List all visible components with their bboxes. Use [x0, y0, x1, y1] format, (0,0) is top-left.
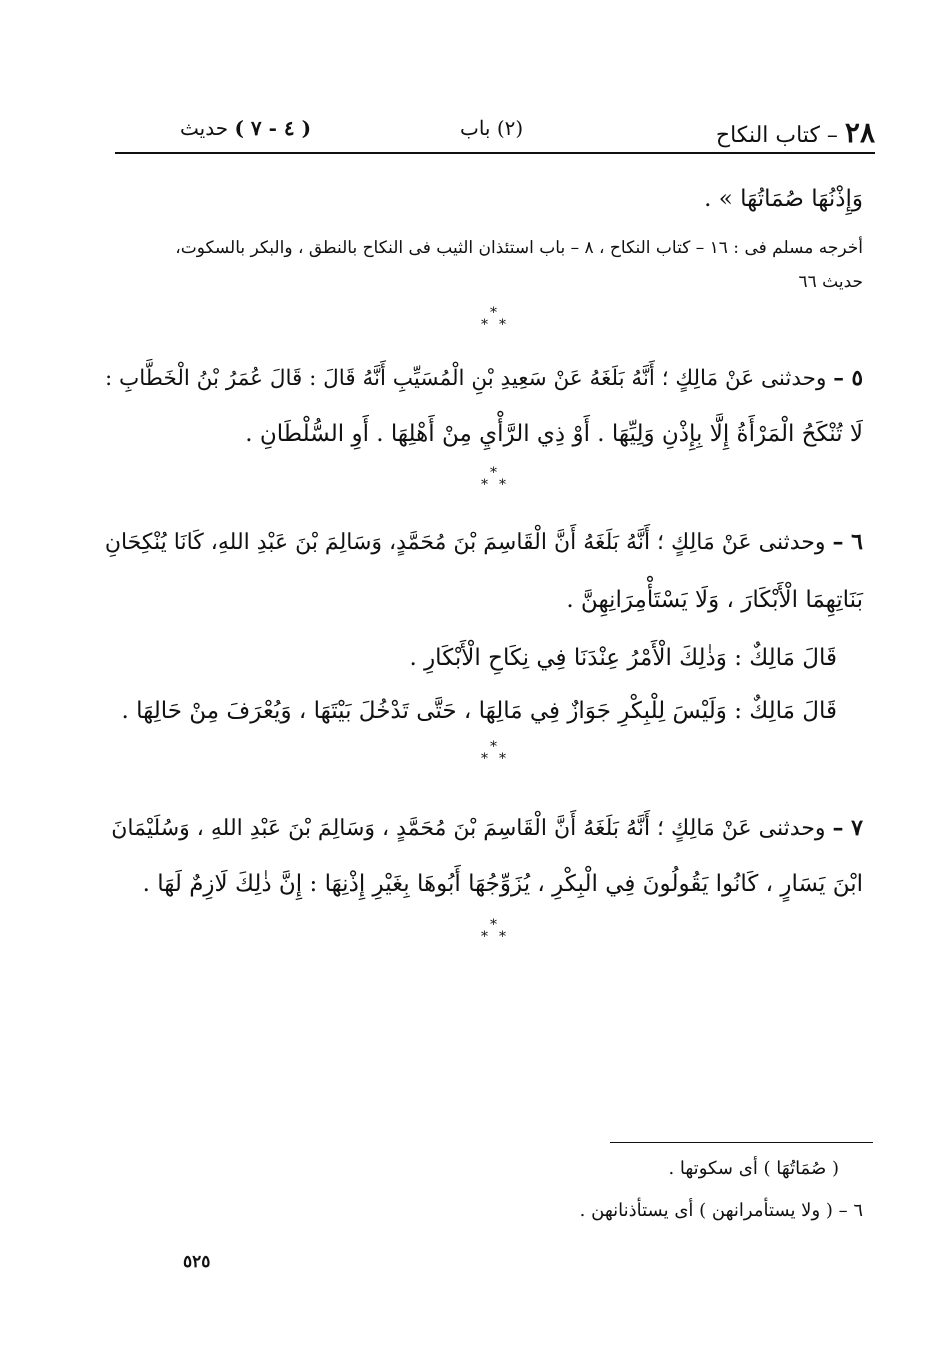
footnote-2: ٦ – ( ولا يستأمرانهن ) أى يستأذنانهن . [579, 1200, 863, 1221]
separator-asterisks [480, 306, 512, 334]
hadith-5-text: وحدثنى عَنْ مَالِكٍ ؛ أَنَّهُ بَلَغَهُ عَنْ سَعِيدِ بْنِ الْمُسَيِّبِ أَنَّهُ قَالَ : قَالَ عُمَرُ بْنُ الْخَطَّابِ : [104, 366, 827, 391]
asterisk: * [481, 929, 488, 945]
previous-hadith-tail: وَإِذْنُهَا صُمَاتُهَا » . [704, 186, 863, 212]
asterisk: * [481, 477, 488, 493]
running-header [115, 112, 875, 152]
hadith-6-text: وحدثنى عَنْ مَالِكٍ ؛ أَنَّهُ بَلَغَهُ أَنَّ الْقَاسِمَ بْنَ مُحَمَّدٍ، وَسَالِمَ بْنَ عَبْدِ اللهِ، كَانَا يُنْكِحَانِ [104, 530, 826, 555]
footnote-rule [610, 1142, 873, 1143]
hadith-label: حديث [180, 116, 229, 140]
separator-asterisks [480, 740, 512, 768]
hadith-5-number: ٥ – [833, 366, 863, 391]
book-number: ٢٨ [844, 116, 875, 149]
hadith-7-text: وحدثنى عَنْ مَالِكٍ ؛ أَنَّهُ بَلَغَهُ أَنَّ الْقَاسِمَ بْنَ مُحَمَّدٍ ، وَسَالِمَ بْنَ عَبْدِ اللهِ ، وَسُلَيْمَانَ [111, 816, 826, 841]
malik-comment-1: قَالَ مَالِكٌ : وَذٰلِكَ الْأَمْرُ عِنْدَنَا فِي نِكَاحِ الْأَبْكَارِ . [409, 645, 837, 671]
malik-comment-2: قَالَ مَالِكٌ : وَلَيْسَ لِلْبِكْرِ جَوَازٌ فِي مَالِهَا ، حَتَّى تَدْخُلَ بَيْتَهَا ، وَيُعْرَفَ مِنْ حَالِهَا . [121, 698, 837, 724]
footnote-1: ( صُمَاتُهَا ) أى سكوتها . [668, 1158, 839, 1179]
asterisk: * [490, 465, 497, 481]
separator-asterisks [480, 918, 512, 946]
hadith-5-line-1 [105, 366, 863, 391]
asterisk: * [490, 305, 497, 321]
hadith-7-number: ٧ – [832, 815, 863, 841]
asterisk: * [499, 317, 506, 333]
book-title: – كتاب النكاح [715, 123, 838, 148]
asterisk: * [481, 317, 488, 333]
hadith-6-line-1 [105, 529, 863, 555]
takhrij-line-1: أخرجه مسلم فى : ١٦ – كتاب النكاح ، ٨ – باب استئذان الثيب فى النكاح بالنطق ، والبكر بالسكوت، [175, 238, 863, 258]
hadith-5-line-2: لَا تُنْكَحُ الْمَرْأَةُ إِلَّا بِإِذْنِ وَلِيِّهَا . أَوْ ذِي الرَّأْيِ مِنْ أَهْلِهَا . أَوِ السُّلْطَانِ . [245, 421, 863, 447]
takhrij-line-2: حديث ٦٦ [798, 272, 863, 292]
asterisk: * [499, 477, 506, 493]
asterisk: * [490, 917, 497, 933]
hadith-range: ( ٤ - ٧ ) [234, 116, 312, 140]
asterisk: * [499, 929, 506, 945]
chapter-heading: (٢) باب [460, 116, 524, 140]
asterisk: * [490, 739, 497, 755]
hadith-range-heading [180, 116, 311, 140]
hadith-6-line-2: بَنَاتِهِمَا الْأَبْكَارَ ، وَلَا يَسْتَأْمِرَانِهِنَّ . [566, 587, 863, 613]
header-rule [115, 152, 875, 154]
asterisk: * [481, 751, 488, 767]
hadith-7-line-1 [111, 815, 863, 841]
page-number: ٥٢٥ [183, 1252, 211, 1272]
separator-asterisks [480, 466, 512, 494]
asterisk: * [499, 751, 506, 767]
hadith-7-line-2: ابْنَ يَسَارٍ ، كَانُوا يَقُولُونَ فِي الْبِكْرِ ، يُزَوِّجُهَا أَبُوهَا بِغَيْرِ إِذْنِهَا : إِنَّ ذٰلِكَ لَازِمٌ لَهَا . [142, 871, 863, 897]
hadith-6-number: ٦ – [832, 529, 863, 555]
book-heading [716, 116, 875, 149]
